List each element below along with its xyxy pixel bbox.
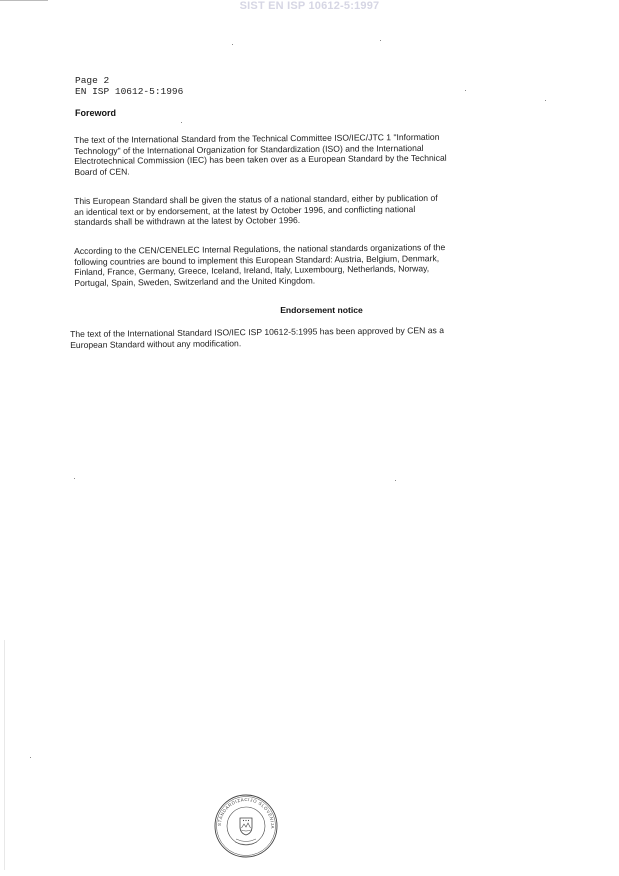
foreword-paragraph-1 (74, 132, 447, 178)
scan-edge-shadow (4, 640, 5, 870)
scan-speck (30, 757, 31, 758)
text-line: The text of the International Standard ISO/IEC ISP 10612-5:1995 has been approved by CEN as a (70, 325, 445, 339)
text-line: This European Standard shall be given the status of a national standard, either by publication of (74, 192, 438, 206)
document-id: EN ISP 10612-5:1996 (75, 86, 184, 97)
text-line: Portugal, Spain, Sweden, Switzerland and the United Kingdom. (74, 275, 316, 288)
scan-speck (395, 480, 396, 481)
text-line: Finland, France, Germany, Greece, Iceland, Ireland, Italy, Luxembourg, Netherlands, Norway, (74, 263, 430, 278)
endorsement-heading: Endorsement notice (280, 305, 363, 315)
page-header (75, 75, 183, 97)
text-line: According to the CEN/CENELEC Internal Regulations, the national standards organizations of the (74, 242, 446, 256)
page-number: Page 2 (75, 75, 110, 86)
text-line: European Standard without any modification. (70, 337, 242, 350)
text-line: The text of the International Standard from the Technical Committee ISO/IEC/JTC 1 "Information (74, 131, 440, 145)
endorsement-paragraph (70, 325, 444, 350)
official-seal-stamp (214, 794, 278, 858)
text-line: Board of CEN. (74, 166, 130, 177)
seal-coat-of-arms-icon (240, 818, 252, 835)
text-line: following countries are bound to implement this European Standard: Austria, Belgium, Denmark, (74, 252, 440, 267)
scan-speck (181, 122, 182, 123)
svg-text:STANDARDIZACIJO SLOVENIJA (217, 797, 275, 829)
text-line: Electrotechnical Commission (IEC) has been taken over as a European Standard by the Technical (74, 152, 447, 167)
text-line: Technology" of the International Organization for Standardization (ISO) and the International (74, 142, 424, 156)
watermark: SIST EN ISP 10612-5:1997 (239, 0, 380, 12)
scan-speck (380, 40, 381, 41)
text-line: an identical text or by endorsement, at the latest by October 1996, and conflicting national (74, 203, 416, 217)
foreword-paragraph-2 (74, 193, 438, 228)
scan-speck (545, 100, 546, 101)
foreword-heading: Foreword (75, 108, 117, 118)
seal-ring-text: STANDARDIZACIJO SLOVENIJA (216, 796, 276, 830)
scan-speck (74, 478, 75, 479)
text-line: standards shall be withdrawn at the latest by October 1996. (74, 215, 301, 228)
scan-speck (232, 44, 233, 45)
foreword-paragraph-3 (74, 242, 446, 288)
scan-speck (465, 90, 466, 91)
